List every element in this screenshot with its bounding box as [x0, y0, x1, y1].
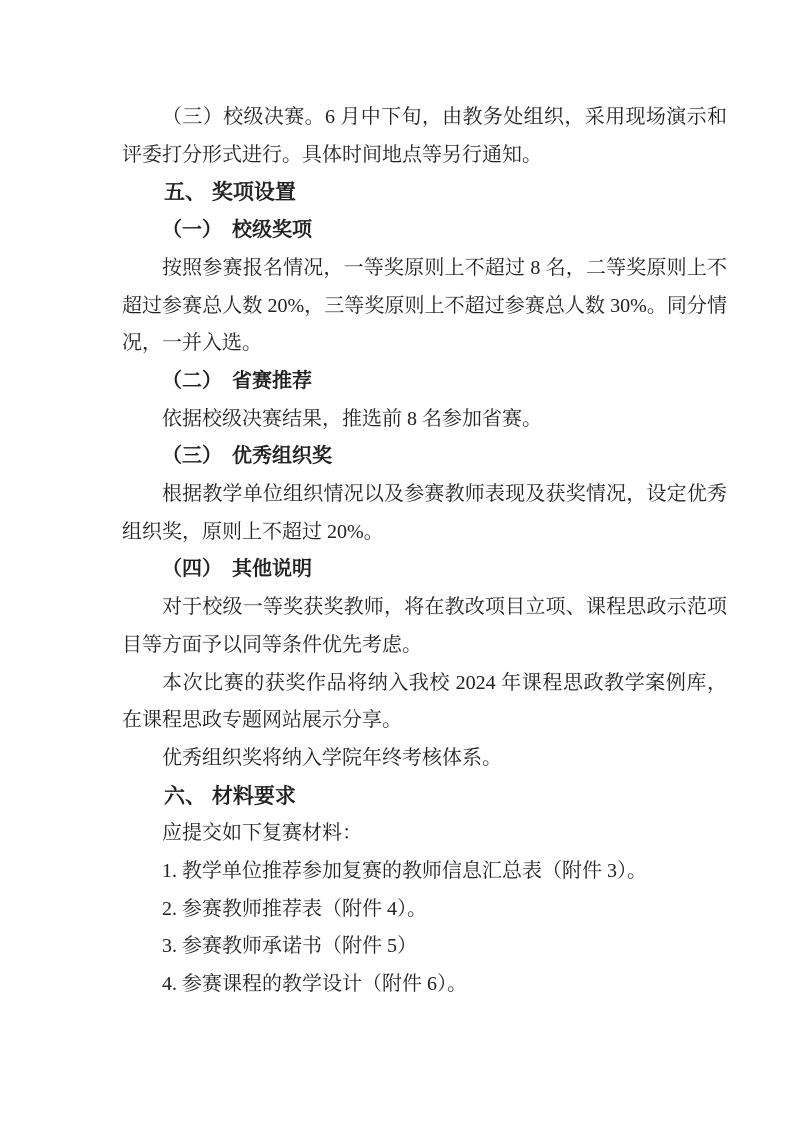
section-heading: 五、 奖项设置: [164, 181, 296, 205]
paragraph: 本次比赛的获奖作品将纳入我校 2024 年课程思政教学案例库，在课程思政专题网站展示分享。: [122, 671, 727, 732]
paragraph: 2. 参赛教师推荐表（附件 4）。: [162, 897, 427, 920]
paragraph: 依据校级决赛结果，推选前 8 名参加省赛。: [162, 407, 542, 430]
sub-heading: （一） 校级奖项: [162, 219, 312, 242]
paragraph: （三）校级决赛。6 月中下旬，由教务处组织，采用现场演示和评委打分形式进行。具体时间地点等另行通知。: [122, 106, 727, 166]
paragraph: 优秀组织奖将纳入学院年终考核体系。: [162, 746, 502, 769]
paragraph: 根据教学单位组织情况以及参赛教师表现及获奖情况，设定优秀组织奖，原则上不超过 20%。: [122, 483, 727, 543]
page-content: [122, 99, 727, 1004]
sub-heading: （三） 优秀组织奖: [162, 445, 332, 468]
section-heading: 六、 材料要求: [164, 784, 296, 808]
paragraph: 1. 教学单位推荐参加复赛的教师信息汇总表（附件 3）。: [162, 860, 647, 883]
paragraph: 应提交如下复赛材料：: [162, 822, 362, 845]
paragraph: 对于校级一等奖获奖教师，将在教改项目立项、课程思政示范项目等方面予以同等条件优先考虑。: [122, 596, 727, 656]
paragraph: 3. 参赛教师承诺书（附件 5）: [162, 935, 417, 958]
paragraph: 按照参赛报名情况，一等奖原则上不超过 8 名，二等奖原则上不超过参赛总人数 20%，三等奖原则上不超过参赛总人数 30%。同分情况，一并入选。: [122, 256, 727, 355]
paragraph: 4. 参赛课程的教学设计（附件 6）。: [162, 973, 467, 996]
sub-heading: （四） 其他说明: [162, 558, 312, 581]
sub-heading: （二） 省赛推荐: [162, 369, 312, 392]
